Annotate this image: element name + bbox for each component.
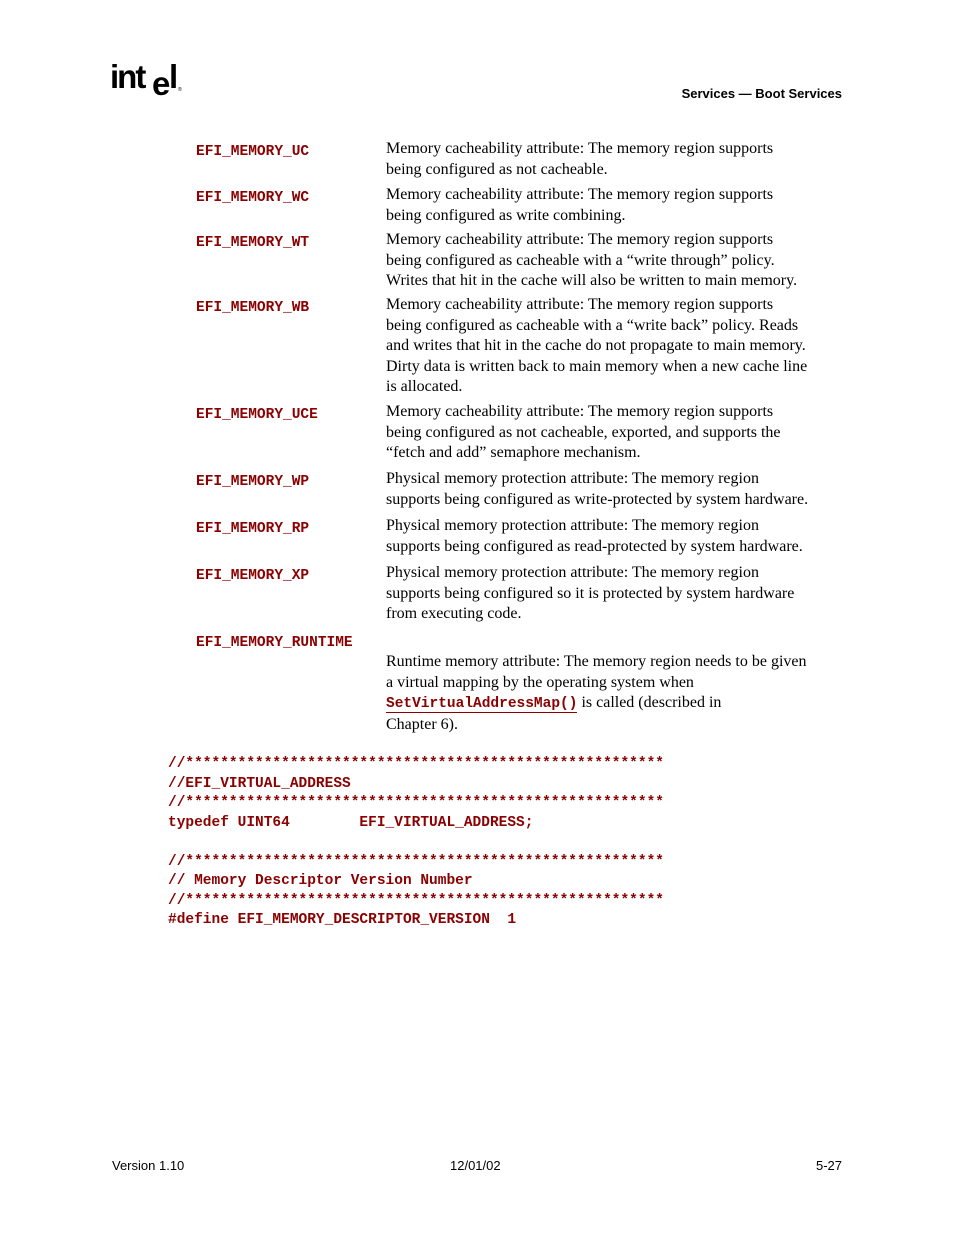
definition-item [196, 516, 846, 563]
term-description: Runtime memory attribute: The memory region needs to be given a virtual mapping by the operating system when SetVirtualAddressMap() is called (described in Chapter 6). [386, 653, 807, 733]
code-comment: //EFI_VIRTUAL_ADDRESS [168, 775, 351, 792]
term-efi-memory-runtime: EFI_MEMORY_RUNTIME [196, 635, 353, 651]
term-description: Memory cacheability attribute: The memory region supports being configured as not cacheable. [386, 140, 774, 178]
svg-text:e: e [152, 65, 171, 102]
code-typedef: typedef UINT64 EFI_VIRTUAL_ADDRESS; [168, 814, 534, 831]
definition-item [196, 563, 846, 630]
definition-item [196, 139, 846, 185]
term-description: Memory cacheability attribute: The memory region supports being configured as write combining. [386, 186, 774, 224]
memory-attribute-definitions [196, 139, 846, 735]
definition-item [196, 185, 846, 230]
term-efi-memory-wc: EFI_MEMORY_WC [196, 190, 310, 206]
code-blank-line [168, 833, 664, 853]
term-efi-memory-wb: EFI_MEMORY_WB [196, 300, 310, 316]
footer-date: 12/01/02 [450, 1158, 501, 1173]
code-comment: // Memory Descriptor Version Number [168, 873, 473, 889]
term-description: Physical memory protection attribute: The memory region supports being configured so it is protected by system hardware from executing code. [386, 564, 795, 622]
footer-version: Version 1.10 [112, 1158, 185, 1173]
definition-item [196, 230, 846, 295]
term-efi-memory-wp: EFI_MEMORY_WP [196, 474, 310, 490]
term-description: Physical memory protection attribute: The memory region supports being configured as write-protected by system hardware. [386, 470, 809, 508]
definition-item [196, 630, 846, 735]
code-comment-divider: //******************************************************* [168, 756, 664, 772]
term-efi-memory-uce: EFI_MEMORY_UCE [196, 407, 318, 423]
code-comment-divider: //******************************************************* [168, 892, 664, 909]
term-description: Memory cacheability attribute: The memory region supports being configured as cacheable with a “write back” policy. Reads and writes that hit in the cache do not propagate to main memory. Dirty data is written back to main memory when a new cache line is allocated. [386, 296, 808, 395]
footer-page-number: 5-27 [815, 1158, 842, 1173]
code-define: #define EFI_MEMORY_DESCRIPTOR_VERSION 1 [168, 912, 517, 928]
term-efi-memory-uc: EFI_MEMORY_UC [196, 144, 310, 160]
svg-text:l: l [169, 58, 179, 95]
code-comment-divider: //******************************************************* [168, 853, 664, 870]
setvirtualaddressmap-link[interactable]: SetVirtualAddressMap() [386, 696, 578, 712]
svg-text:int: int [110, 58, 145, 95]
section-title: Services — Boot Services [681, 86, 842, 101]
term-efi-memory-xp: EFI_MEMORY_XP [196, 568, 310, 584]
svg-text:®: ® [178, 87, 182, 93]
definition-item [196, 295, 846, 402]
term-description: Memory cacheability attribute: The memory region supports being configured as cacheable with a “write through” policy. Writes that hit in the cache will also be written to main memory. [386, 231, 798, 289]
intel-logo [109, 58, 183, 102]
definition-item [196, 469, 846, 516]
term-description: Physical memory protection attribute: The memory region supports being configured as read-protected by system hardware. [386, 517, 803, 555]
code-listing [168, 755, 664, 931]
code-comment-divider: //******************************************************* [168, 795, 664, 811]
term-description: Memory cacheability attribute: The memory region supports being configured as not cacheable, exported, and supports the “fetch and add” semaphore mechanism. [386, 403, 781, 461]
term-efi-memory-rp: EFI_MEMORY_RP [196, 521, 310, 537]
definition-item [196, 402, 846, 469]
term-efi-memory-wt: EFI_MEMORY_WT [196, 235, 310, 251]
